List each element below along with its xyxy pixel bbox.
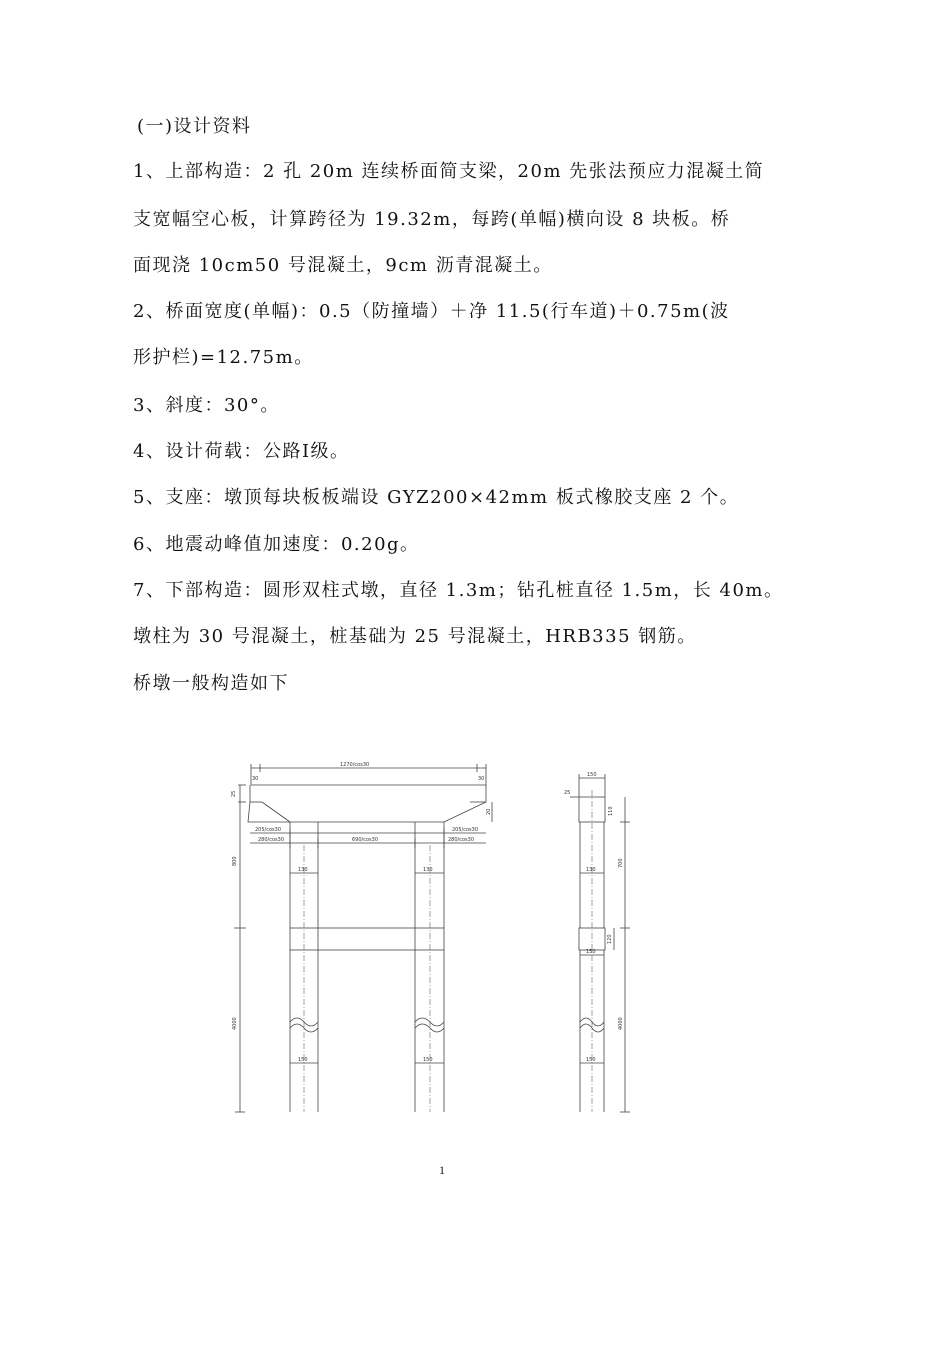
paragraph-line: 支宽幅空心板，计算跨径为 19.32m，每跨(单幅)横向设 8 块板。桥 <box>133 209 731 230</box>
paragraph-line: 桥墩一般构造如下 <box>133 673 289 694</box>
dim-label: 690/cos30 <box>352 837 379 843</box>
dim-label: 800 <box>232 856 238 866</box>
dim-label: 280/cos30 <box>258 837 285 843</box>
paragraph-line: 5、支座：墩顶每块板板端设 GYZ200×42mm 板式橡胶支座 2 个。 <box>133 487 740 508</box>
dim-label: 25 <box>231 790 237 797</box>
section-heading: (一)设计资料 <box>137 116 252 137</box>
paragraph-line: 6、地震动峰值加速度：0.20g。 <box>133 534 420 555</box>
paragraph-line: 4、设计荷载：公路Ⅰ级。 <box>133 441 350 462</box>
dim-label: 205/cos30 <box>452 827 479 833</box>
dim-label: 150 <box>586 1057 596 1063</box>
dim-label: 205/cos30 <box>255 827 282 833</box>
dim-label: 280/cos30 <box>448 837 475 843</box>
dim-label: 30 <box>478 776 485 782</box>
paragraph-line: 面现浇 10cm50 号混凝土，9cm 沥青混凝土。 <box>133 255 553 276</box>
paragraph-line: 形护栏)=12.75m。 <box>133 347 314 368</box>
dim-label: 30 <box>252 776 259 782</box>
paragraph-line: 3、斜度：30°。 <box>133 395 280 416</box>
paragraph-line: 墩柱为 30 号混凝土，桩基础为 25 号混凝土，HRB335 钢筋。 <box>133 626 697 647</box>
dim-label: 130 <box>423 867 433 873</box>
dim-label: 150 <box>587 772 597 778</box>
paragraph-line: 2、桥面宽度(单幅)：0.5（防撞墙）＋净 11.5(行车道)＋0.75m(波 <box>133 301 730 322</box>
dim-label: 150 <box>298 1057 308 1063</box>
dim-label: 700 <box>618 858 624 868</box>
paragraph-line: 7、下部构造：圆形双柱式墩，直径 1.3m；钻孔桩直径 1.5m，长 40m。 <box>133 580 784 601</box>
dim-label: 25 <box>564 790 571 796</box>
dim-label: 130 <box>586 867 596 873</box>
dim-label: 20 <box>486 808 492 815</box>
dim-label: 110 <box>608 806 614 816</box>
dim-label: 120 <box>607 934 613 944</box>
dim-label: 150 <box>586 949 596 955</box>
cap-beam <box>248 785 486 822</box>
page-number: 1 <box>439 1163 445 1177</box>
dim-label: 4000 <box>618 1017 624 1030</box>
dim-label: 130 <box>298 867 308 873</box>
paragraph-line: 1、上部构造：2 孔 20m 连续桥面简支梁，20m 先张法预应力混凝土简 <box>133 161 765 182</box>
tie-beam <box>290 928 444 950</box>
dim-label: 4000 <box>232 1017 238 1030</box>
dim-label: 1270/cos30 <box>340 762 370 768</box>
dim-label: 150 <box>423 1057 433 1063</box>
